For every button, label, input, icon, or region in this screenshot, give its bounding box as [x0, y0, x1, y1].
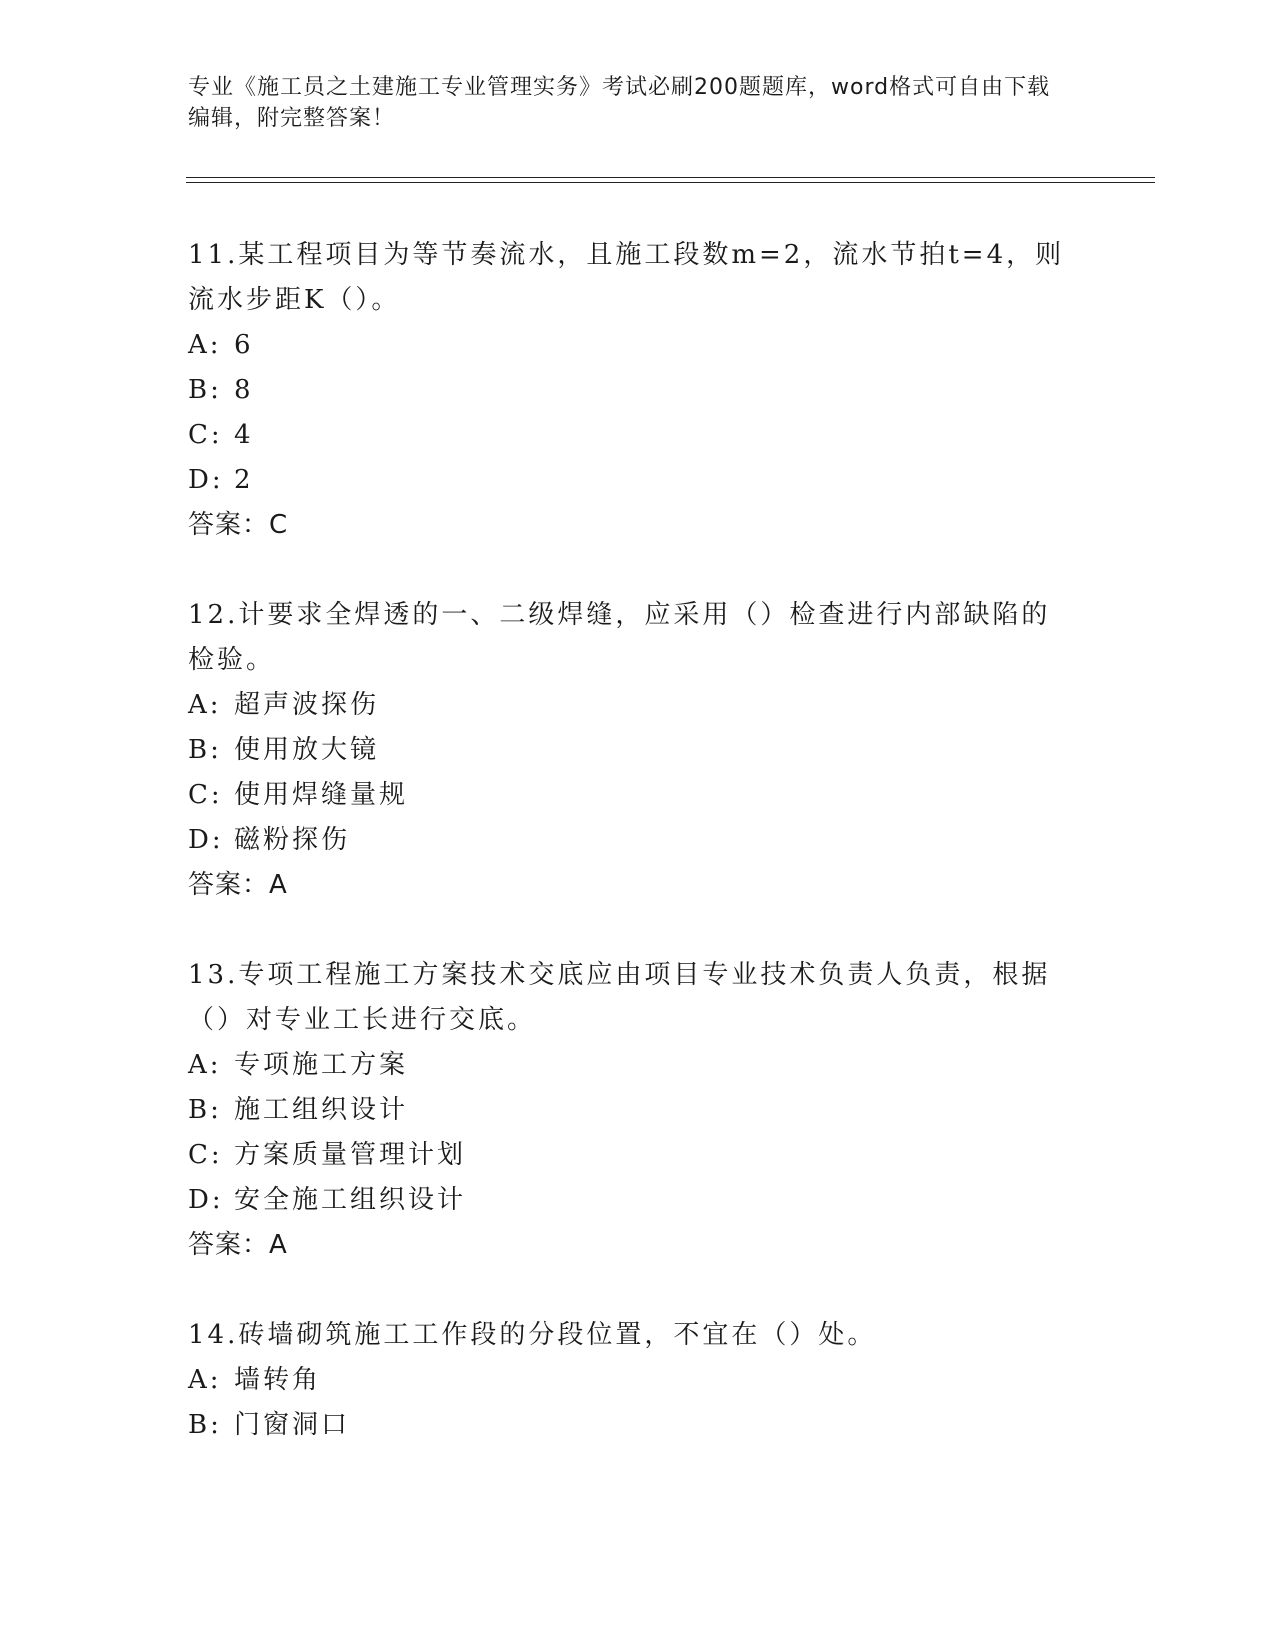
option-c	[188, 773, 1068, 818]
option-key: C:	[188, 1140, 223, 1170]
option-text: 使用放大镜	[234, 735, 380, 765]
question-stem: 12.计要求全焊透的一、二级焊缝，应采用（）检查进行内部缺陷的检验。	[188, 600, 1051, 675]
option-a	[188, 323, 1068, 368]
answer-line: 答案：A	[188, 870, 288, 900]
option-text: 方案质量管理计划	[234, 1140, 467, 1170]
option-a	[188, 1358, 1068, 1403]
option-d	[188, 818, 1068, 863]
option-d	[188, 458, 1068, 503]
option-b	[188, 1088, 1068, 1133]
option-text: 墙转角	[234, 1365, 322, 1395]
question-13	[188, 953, 1068, 1268]
option-key: C:	[188, 780, 223, 810]
header-divider-bottom	[186, 182, 1155, 183]
option-key: A:	[188, 1365, 222, 1395]
option-a	[188, 1043, 1068, 1088]
question-stem: 11.某工程项目为等节奏流水，且施工段数m=2，流水节拍t=4，则流水步距K（）。	[188, 240, 1065, 315]
option-b	[188, 1403, 1068, 1448]
answer-line: 答案：A	[188, 1230, 288, 1260]
option-key: B:	[188, 735, 222, 765]
option-text: 4	[234, 420, 254, 450]
answer-line: 答案：C	[188, 510, 289, 540]
option-c	[188, 1133, 1068, 1178]
option-key: D:	[188, 465, 224, 495]
option-c	[188, 413, 1068, 458]
option-d	[188, 1178, 1068, 1223]
option-key: B:	[188, 1410, 222, 1440]
option-key: D:	[188, 825, 224, 855]
option-key: A:	[188, 690, 222, 720]
option-b	[188, 728, 1068, 773]
option-a	[188, 683, 1068, 728]
option-text: 超声波探伤	[234, 690, 380, 720]
option-key: A:	[188, 1050, 222, 1080]
question-stem: 14.砖墙砌筑施工工作段的分段位置，不宜在（）处。	[188, 1320, 877, 1350]
option-b	[188, 368, 1068, 413]
option-text: 2	[234, 465, 254, 495]
question-12	[188, 593, 1068, 908]
header-divider-top	[186, 177, 1155, 178]
option-text: 专项施工方案	[234, 1050, 409, 1080]
option-text: 8	[234, 375, 254, 405]
option-text: 6	[234, 330, 254, 360]
option-text: 门窗洞口	[234, 1410, 351, 1440]
question-stem: 13.专项工程施工方案技术交底应由项目专业技术负责人负责，根据（）对专业工长进行交底。	[188, 960, 1051, 1035]
option-key: D:	[188, 1185, 224, 1215]
option-text: 磁粉探伤	[234, 825, 351, 855]
option-text: 施工组织设计	[234, 1095, 409, 1125]
document-header: 专业《施工员之土建施工专业管理实务》考试必刷200题题库，word格式可自由下载编辑，附完整答案！	[188, 75, 1051, 131]
option-text: 安全施工组织设计	[234, 1185, 467, 1215]
question-14	[188, 1313, 1068, 1448]
question-11	[188, 233, 1068, 548]
option-key: A:	[188, 330, 222, 360]
option-key: B:	[188, 375, 222, 405]
option-key: C:	[188, 420, 223, 450]
option-text: 使用焊缝量规	[234, 780, 409, 810]
option-key: B:	[188, 1095, 222, 1125]
